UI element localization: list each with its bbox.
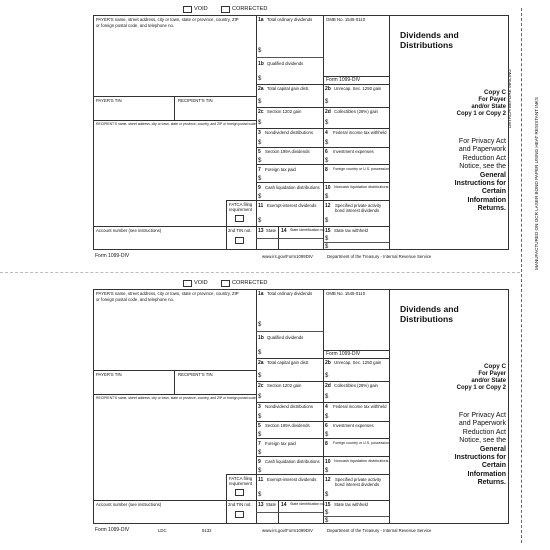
- second-tin-checkbox[interactable]: [235, 511, 244, 518]
- box-11-label: Exempt-interest dividends: [267, 203, 317, 208]
- privacy-line-1: For Privacy Act: [458, 412, 506, 419]
- privacy-line-6: Instructions for: [454, 454, 506, 462]
- box-4-dollar: $: [325, 140, 329, 146]
- box-13-label: State: [266, 228, 277, 233]
- second-tin-checkbox[interactable]: [235, 237, 244, 244]
- void-checkbox[interactable]: [183, 6, 192, 13]
- privacy-notice: [392, 138, 506, 214]
- box-11-dollar: $: [258, 218, 262, 224]
- box-12-label-2: bond interest dividends: [335, 482, 380, 487]
- fatca-label: FATCA filing: [229, 476, 253, 481]
- omb-number: OMB No. 1545-0110: [326, 291, 366, 296]
- box-2c-label: Section 1202 gain: [267, 383, 302, 388]
- box-11-number: 11: [258, 203, 264, 209]
- box-2a-number: 2a: [258, 86, 264, 92]
- box-10-dollar: $: [325, 194, 329, 200]
- box-4-dollar: $: [325, 414, 329, 420]
- box-12-dollar: $: [325, 218, 329, 224]
- right-column: [392, 304, 506, 324]
- box-2c-number: 2c: [258, 383, 264, 389]
- privacy-line-5: General: [479, 171, 506, 179]
- box-7-dollar: $: [258, 450, 262, 456]
- box-10-number: 10: [325, 185, 331, 191]
- box-12-dollar: $: [325, 492, 329, 498]
- box-14-label: State identification no.: [290, 502, 326, 506]
- copy-for-1: For Payer: [478, 97, 506, 103]
- box-2a-label: Total capital gain distr.: [267, 86, 310, 91]
- box-9-dollar: $: [258, 468, 262, 474]
- box-2b-dollar: $: [325, 373, 329, 379]
- fatca-label-2: requirement: [229, 481, 252, 486]
- box-5-label: Section 199A dividends: [265, 149, 310, 154]
- box-10-label: Noncash liquidation distributions: [334, 459, 389, 463]
- box-9-dollar: $: [258, 194, 262, 200]
- box-2a-label: Total capital gain distr.: [267, 360, 310, 365]
- box-1b-dollar: $: [258, 76, 262, 82]
- box-13-label: State: [266, 502, 277, 507]
- privacy-line-1: For Privacy Act: [458, 138, 506, 145]
- recipient-tin-label: RECIPIENT'S TIN: [178, 98, 213, 103]
- form-title: Dividends and: [400, 30, 459, 40]
- box-1b-dollar: $: [258, 350, 262, 356]
- box-1a-label: Total ordinary dividends: [267, 291, 313, 296]
- box-8-number: 8: [325, 441, 328, 447]
- copy-for-1: For Payer: [478, 371, 506, 377]
- box-12-number: 12: [325, 203, 331, 209]
- box-3-number: 3: [258, 130, 261, 136]
- box-1b-label: Qualified dividends: [267, 335, 304, 340]
- copy-for-3: Copy 1 or Copy 2: [456, 385, 506, 391]
- box-11-dollar: $: [258, 492, 262, 498]
- box-15-label: State tax withheld: [334, 502, 368, 507]
- box-2c-number: 2c: [258, 109, 264, 115]
- privacy-line-5: General: [479, 445, 506, 453]
- box-10-label: Noncash liquidation distributions: [334, 185, 389, 189]
- box-14-label: State identification no.: [290, 228, 326, 232]
- box-3-number: 3: [258, 404, 261, 410]
- fatca-checkbox[interactable]: [235, 489, 244, 496]
- box-6-label: Investment expenses: [333, 423, 374, 428]
- privacy-line-3: Reduction Act: [462, 428, 506, 436]
- side-text-detach: DETACH BEFORE MAILING: [507, 69, 512, 128]
- copy-info: [392, 363, 506, 392]
- omb-number: OMB No. 1545-0110: [326, 17, 366, 22]
- box-10-number: 10: [325, 459, 331, 465]
- copy-separator: [0, 272, 520, 273]
- box-14-number: 14: [281, 502, 287, 508]
- footer-department: Department of the Treasury - Internal Revenue Service: [327, 528, 432, 533]
- second-tin-label: 2nd TIN not.: [228, 502, 252, 507]
- box-2c-dollar: $: [258, 394, 262, 400]
- payer-box-label: PAYER'S name, street address, city or town, state or province, country, ZIP: [96, 291, 239, 296]
- box-11-number: 11: [258, 477, 264, 483]
- box-7-label: Foreign tax paid: [265, 441, 296, 446]
- footer-form-name: Form 1099-DIV: [95, 253, 130, 259]
- box-2a-dollar: $: [258, 99, 262, 105]
- box-3-dollar: $: [258, 414, 262, 420]
- box-15-dollar-1: $: [325, 510, 329, 516]
- box-10-dollar: $: [325, 468, 329, 474]
- box-1a-number: 1a: [258, 291, 264, 297]
- box-4-number: 4: [325, 130, 328, 136]
- footer-url: www.irs.gov/Form1099DIV: [262, 254, 313, 259]
- fatca-label: FATCA filing: [229, 202, 253, 207]
- box-4-label: Federal income tax withheld: [333, 130, 387, 135]
- box-9-label: Cash liquidation distributions: [265, 459, 320, 464]
- form-name-in-box: Form 1099-DIV: [326, 77, 361, 83]
- box-3-label: Nondividend distributions: [265, 130, 314, 135]
- privacy-line-2: and Paperwork: [458, 420, 506, 428]
- privacy-notice: [392, 412, 506, 488]
- payer-box-label: PAYER'S name, street address, city or town, state or province, country, ZIP: [96, 17, 239, 22]
- box-1a-number: 1a: [258, 17, 264, 23]
- privacy-line-2: and Paperwork: [458, 146, 506, 154]
- box-15-number: 15: [325, 502, 331, 508]
- box-15-dollar-2: $: [325, 244, 329, 250]
- payer-tin-label: PAYER'S TIN: [96, 98, 122, 103]
- box-6-label: Investment expenses: [333, 149, 374, 154]
- right-column: [392, 30, 506, 50]
- void-checkbox[interactable]: [183, 280, 192, 287]
- recipient-name-label: RECIPIENT'S name, street address, city or town, state or province, country, and ZIP or foreign postal code: [96, 122, 256, 126]
- box-15-dollar-1: $: [325, 236, 329, 242]
- box-2d-number: 2d: [325, 383, 331, 389]
- box-2b-number: 2b: [325, 360, 331, 366]
- box-13-number: 13: [258, 502, 264, 508]
- recipient-name-label: RECIPIENT'S name, street address, city or town, state or province, country, and ZIP or foreign postal code: [96, 396, 256, 400]
- box-8-label: Foreign country or U.S. possession: [333, 441, 390, 445]
- privacy-line-9: Returns.: [477, 205, 506, 213]
- box-2b-label: Unrecap. Sec. 1250 gain: [334, 86, 382, 91]
- form-1099-div-copy: [0, 274, 550, 549]
- box-1a-dollar: $: [258, 322, 262, 328]
- payer-box-label-2: or foreign postal code, and telephone no.: [96, 297, 175, 302]
- privacy-line-7: Certain: [481, 188, 506, 196]
- box-8-label: Foreign country or U.S. possession: [333, 167, 390, 171]
- box-5-dollar: $: [258, 432, 262, 438]
- box-2b-label: Unrecap. Sec. 1250 gain: [334, 360, 382, 365]
- privacy-line-6: Instructions for: [454, 180, 506, 188]
- box-4-number: 4: [325, 404, 328, 410]
- box-1a-dollar: $: [258, 48, 262, 54]
- box-2d-number: 2d: [325, 109, 331, 115]
- box-14-number: 14: [281, 228, 287, 234]
- box-3-dollar: $: [258, 140, 262, 146]
- corrected-label: CORRECTED: [232, 280, 268, 286]
- privacy-line-8: Information: [467, 470, 506, 478]
- box-7-number: 7: [258, 441, 261, 447]
- privacy-line-4: Notice, see the: [459, 437, 506, 445]
- box-12-label: Specified private activity: [335, 477, 382, 482]
- box-1b-label: Qualified dividends: [267, 61, 304, 66]
- privacy-line-9: Returns.: [477, 479, 506, 487]
- box-2a-dollar: $: [258, 373, 262, 379]
- box-8-number: 8: [325, 167, 328, 173]
- second-tin-label: 2nd TIN not.: [228, 228, 252, 233]
- box-12-label-2: bond interest dividends: [335, 208, 380, 213]
- recipient-tin-label: RECIPIENT'S TIN: [178, 372, 213, 377]
- box-5-number: 5: [258, 149, 261, 155]
- copy-for-2: and/or State: [471, 378, 506, 384]
- box-9-number: 9: [258, 185, 261, 191]
- fatca-label-2: requirement: [229, 207, 252, 212]
- box-9-label: Cash liquidation distributions: [265, 185, 320, 190]
- copy-info: [392, 89, 506, 118]
- corrected-checkbox[interactable]: [221, 6, 230, 13]
- box-2c-label: Section 1202 gain: [267, 109, 302, 114]
- copy-label: Copy C: [483, 363, 506, 370]
- footer-department: Department of the Treasury - Internal Revenue Service: [327, 254, 432, 259]
- box-7-label: Foreign tax paid: [265, 167, 296, 172]
- account-number-label: Account number (see instructions): [96, 228, 162, 233]
- privacy-line-7: Certain: [481, 462, 506, 470]
- fatca-checkbox[interactable]: [235, 215, 244, 222]
- box-1b-number: 1b: [258, 335, 264, 341]
- box-2d-label: Collectibles (28%) gain: [334, 383, 378, 388]
- box-6-dollar: $: [325, 432, 329, 438]
- box-13-number: 13: [258, 228, 264, 234]
- copy-for-2: and/or State: [471, 104, 506, 110]
- box-2c-dollar: $: [258, 120, 262, 126]
- box-12-number: 12: [325, 477, 331, 483]
- box-5-label: Section 199A dividends: [265, 423, 310, 428]
- void-label: VOID: [194, 280, 208, 286]
- box-11-label: Exempt-interest dividends: [267, 477, 317, 482]
- box-2b-dollar: $: [325, 99, 329, 105]
- privacy-line-8: Information: [467, 196, 506, 204]
- box-6-number: 6: [325, 423, 328, 429]
- privacy-line-4: Notice, see the: [459, 163, 506, 171]
- footer-code-2: 5132: [202, 528, 212, 533]
- account-number-label: Account number (see instructions): [96, 502, 162, 507]
- copy-label: Copy C: [483, 89, 506, 96]
- privacy-line-3: Reduction Act: [462, 154, 506, 162]
- box-7-dollar: $: [258, 176, 262, 182]
- box-5-dollar: $: [258, 158, 262, 164]
- box-12-label: Specified private activity: [335, 203, 382, 208]
- box-5-number: 5: [258, 423, 261, 429]
- box-9-number: 9: [258, 459, 261, 465]
- box-6-number: 6: [325, 149, 328, 155]
- form-title-2: Distributions: [400, 40, 453, 50]
- box-15-label: State tax withheld: [334, 228, 368, 233]
- box-6-dollar: $: [325, 158, 329, 164]
- copy-for-3: Copy 1 or Copy 2: [456, 111, 506, 117]
- payer-box-label-2: or foreign postal code, and telephone no.: [96, 23, 175, 28]
- box-2a-number: 2a: [258, 360, 264, 366]
- box-2d-dollar: $: [325, 120, 329, 126]
- footer-form-name: Form 1099-DIV: [95, 527, 130, 533]
- box-2d-dollar: $: [325, 394, 329, 400]
- form-name-in-box: Form 1099-DIV: [326, 351, 361, 357]
- payer-tin-label: PAYER'S TIN: [96, 372, 122, 377]
- box-1b-number: 1b: [258, 61, 264, 67]
- box-3-label: Nondividend distributions: [265, 404, 314, 409]
- box-7-number: 7: [258, 167, 261, 173]
- box-15-number: 15: [325, 228, 331, 234]
- void-label: VOID: [194, 6, 208, 12]
- corrected-label: CORRECTED: [232, 6, 268, 12]
- box-15-dollar-2: $: [325, 518, 329, 524]
- footer-code-1: LDC: [158, 528, 167, 533]
- box-4-label: Federal income tax withheld: [333, 404, 387, 409]
- box-1a-label: Total ordinary dividends: [267, 17, 313, 22]
- side-text-manufactured: MANUFACTURED ON OCR LASER BOND PAPER USING HEAT RESISTANT INKS: [534, 97, 539, 270]
- corrected-checkbox[interactable]: [221, 280, 230, 287]
- form-title-2: Distributions: [400, 314, 453, 324]
- box-2d-label: Collectibles (28%) gain: [334, 109, 378, 114]
- form-title: Dividends and: [400, 304, 459, 314]
- box-2b-number: 2b: [325, 86, 331, 92]
- footer-url: www.irs.gov/Form1099DIV: [262, 528, 313, 533]
